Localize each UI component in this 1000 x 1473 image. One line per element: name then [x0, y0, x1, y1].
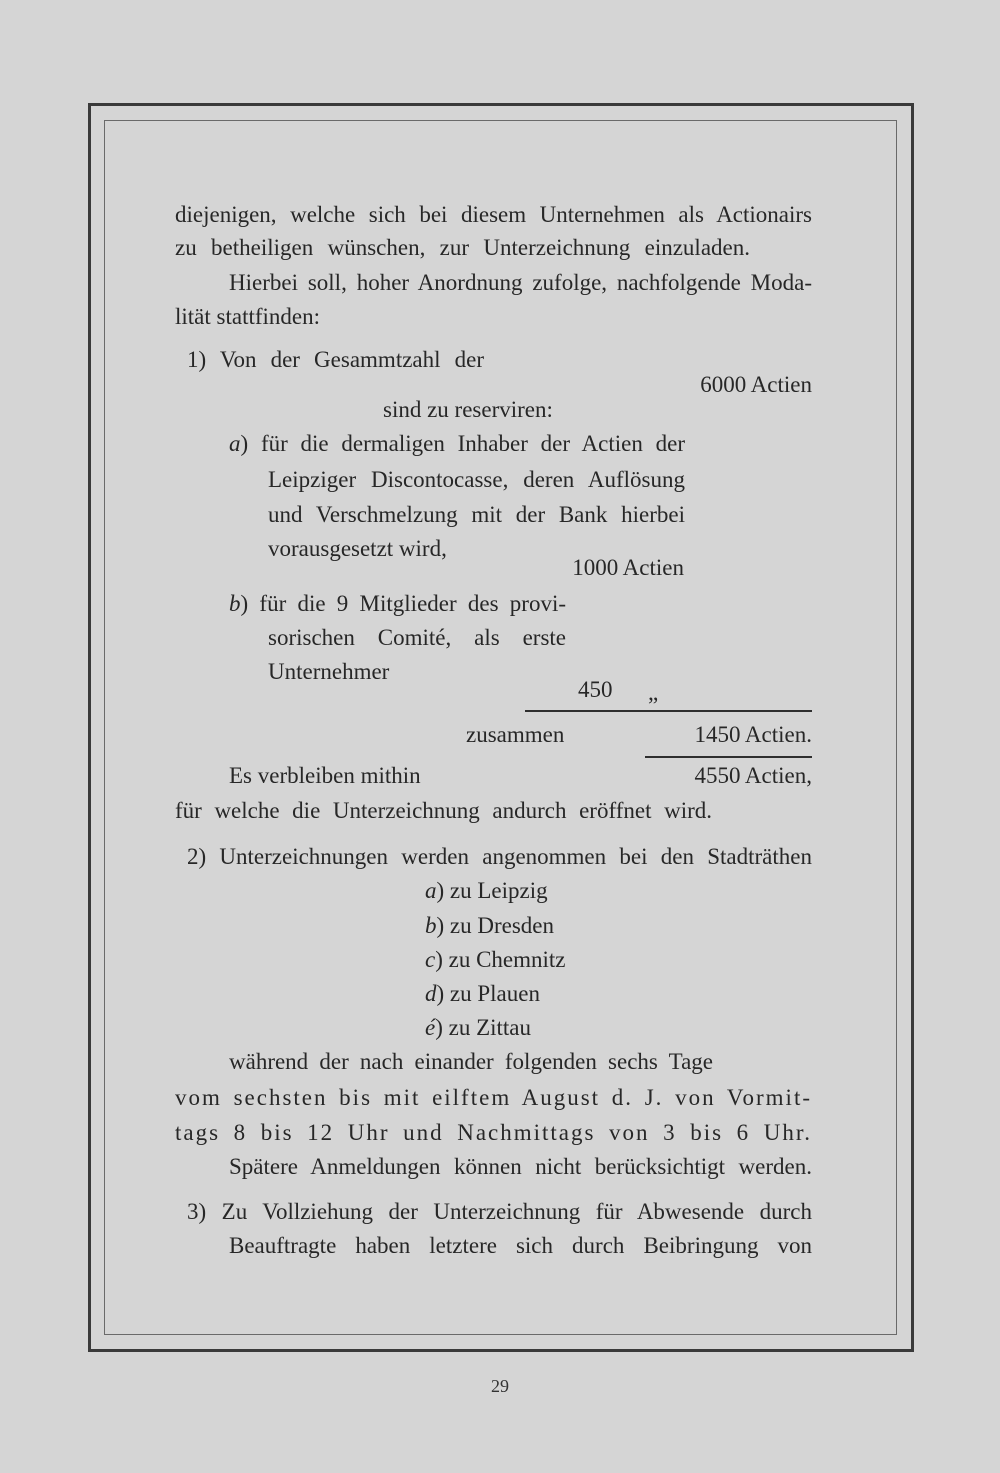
item1-b-line-2: sorischen Comité, als erste: [268, 625, 566, 650]
item1-a-line-1-text: ) für die dermaligen Inhaber der Actien der: [240, 431, 685, 456]
item1-closing: für welche die Unterzeichnung andurch eröffnet wird.: [175, 798, 712, 823]
place-letter: é: [425, 1015, 436, 1040]
item1-a-letter: a: [229, 431, 241, 456]
item1-total: 6000 Actien: [700, 372, 812, 397]
item1-sum: 1450 Actien.: [694, 722, 812, 747]
place-text: ) zu Leipzig: [436, 878, 548, 903]
item1-sum-label: zusammen: [466, 722, 565, 747]
item1-b-amount: 450: [578, 677, 613, 702]
item1-reserve-label: sind zu reserviren:: [383, 397, 553, 422]
item1-heading: 1) Von der Gesammtzahl der: [187, 347, 484, 372]
item2-dates-line-1: vom sechsten bis mit eilftem August d. J. von Vormit-: [175, 1085, 812, 1110]
place-text: ) zu Dresden: [436, 913, 555, 938]
item1-a-amount: 1000 Actien: [572, 555, 684, 580]
item2-place-leipzig: [425, 876, 548, 906]
item2-place-dresden: [425, 911, 554, 941]
item2-days-line: während der nach einander folgenden sechs Tage: [229, 1049, 713, 1074]
item1-remain: 4550 Actien,: [694, 763, 812, 788]
item3-line-1: 3) Zu Vollziehung der Unterzeichnung für Abwesende durch: [187, 1199, 812, 1224]
item1-b-line-1-text: ) für die 9 Mitglieder des provi-: [240, 591, 566, 616]
item1-a-line-1: [229, 429, 685, 459]
intro-line-4: lität stattfinden:: [175, 304, 320, 329]
item2-place-chemnitz: [425, 945, 566, 975]
item1-b-line-1: [229, 589, 566, 619]
place-text: ) zu Chemnitz: [435, 947, 566, 972]
intro-line-1: diejenigen, welche sich bei diesem Unternehmen als Actionairs: [175, 202, 812, 227]
place-letter: d: [425, 981, 437, 1006]
place-letter: c: [425, 947, 436, 972]
page-number: 29: [491, 1376, 509, 1396]
intro-line-2: zu betheiligen wünschen, zur Unterzeichnung einzuladen.: [175, 235, 750, 260]
item3-line-2: Beauftragte haben letztere sich durch Beibringung von: [229, 1233, 812, 1258]
place-letter: a: [425, 878, 437, 903]
item2-dates-line-2: tags 8 bis 12 Uhr und Nachmittags von 3 bis 6 Uhr.: [175, 1120, 812, 1145]
item1-remain-label: Es verbleiben mithin: [229, 763, 421, 788]
item2-place-zittau: [425, 1013, 531, 1043]
remainder-rule: [645, 756, 812, 758]
place-letter: b: [425, 913, 437, 938]
item1-b-line-3: Unternehmer: [268, 659, 390, 684]
item1-b-ditto-mark: „: [648, 680, 659, 705]
item1-a-line-4: vorausgesetzt wird,: [268, 536, 447, 561]
item2-place-plauen: [425, 979, 540, 1009]
item2-late-note: Spätere Anmeldungen können nicht berücksichtigt werden.: [229, 1154, 812, 1179]
item1-b-letter: b: [229, 591, 241, 616]
item2-heading: 2) Unterzeichnungen werden angenommen bei den Stadträthen: [187, 844, 812, 869]
item1-a-line-2: Leipziger Discontocasse, deren Auflösung: [268, 467, 685, 492]
place-text: ) zu Plauen: [436, 981, 540, 1006]
item1-a-line-3: und Verschmelzung mit der Bank hierbei: [268, 502, 685, 527]
intro-line-3: Hierbei soll, hoher Anordnung zufolge, nachfolgende Moda-: [229, 270, 812, 295]
sum-rule: [525, 710, 812, 712]
place-text: ) zu Zittau: [435, 1015, 532, 1040]
